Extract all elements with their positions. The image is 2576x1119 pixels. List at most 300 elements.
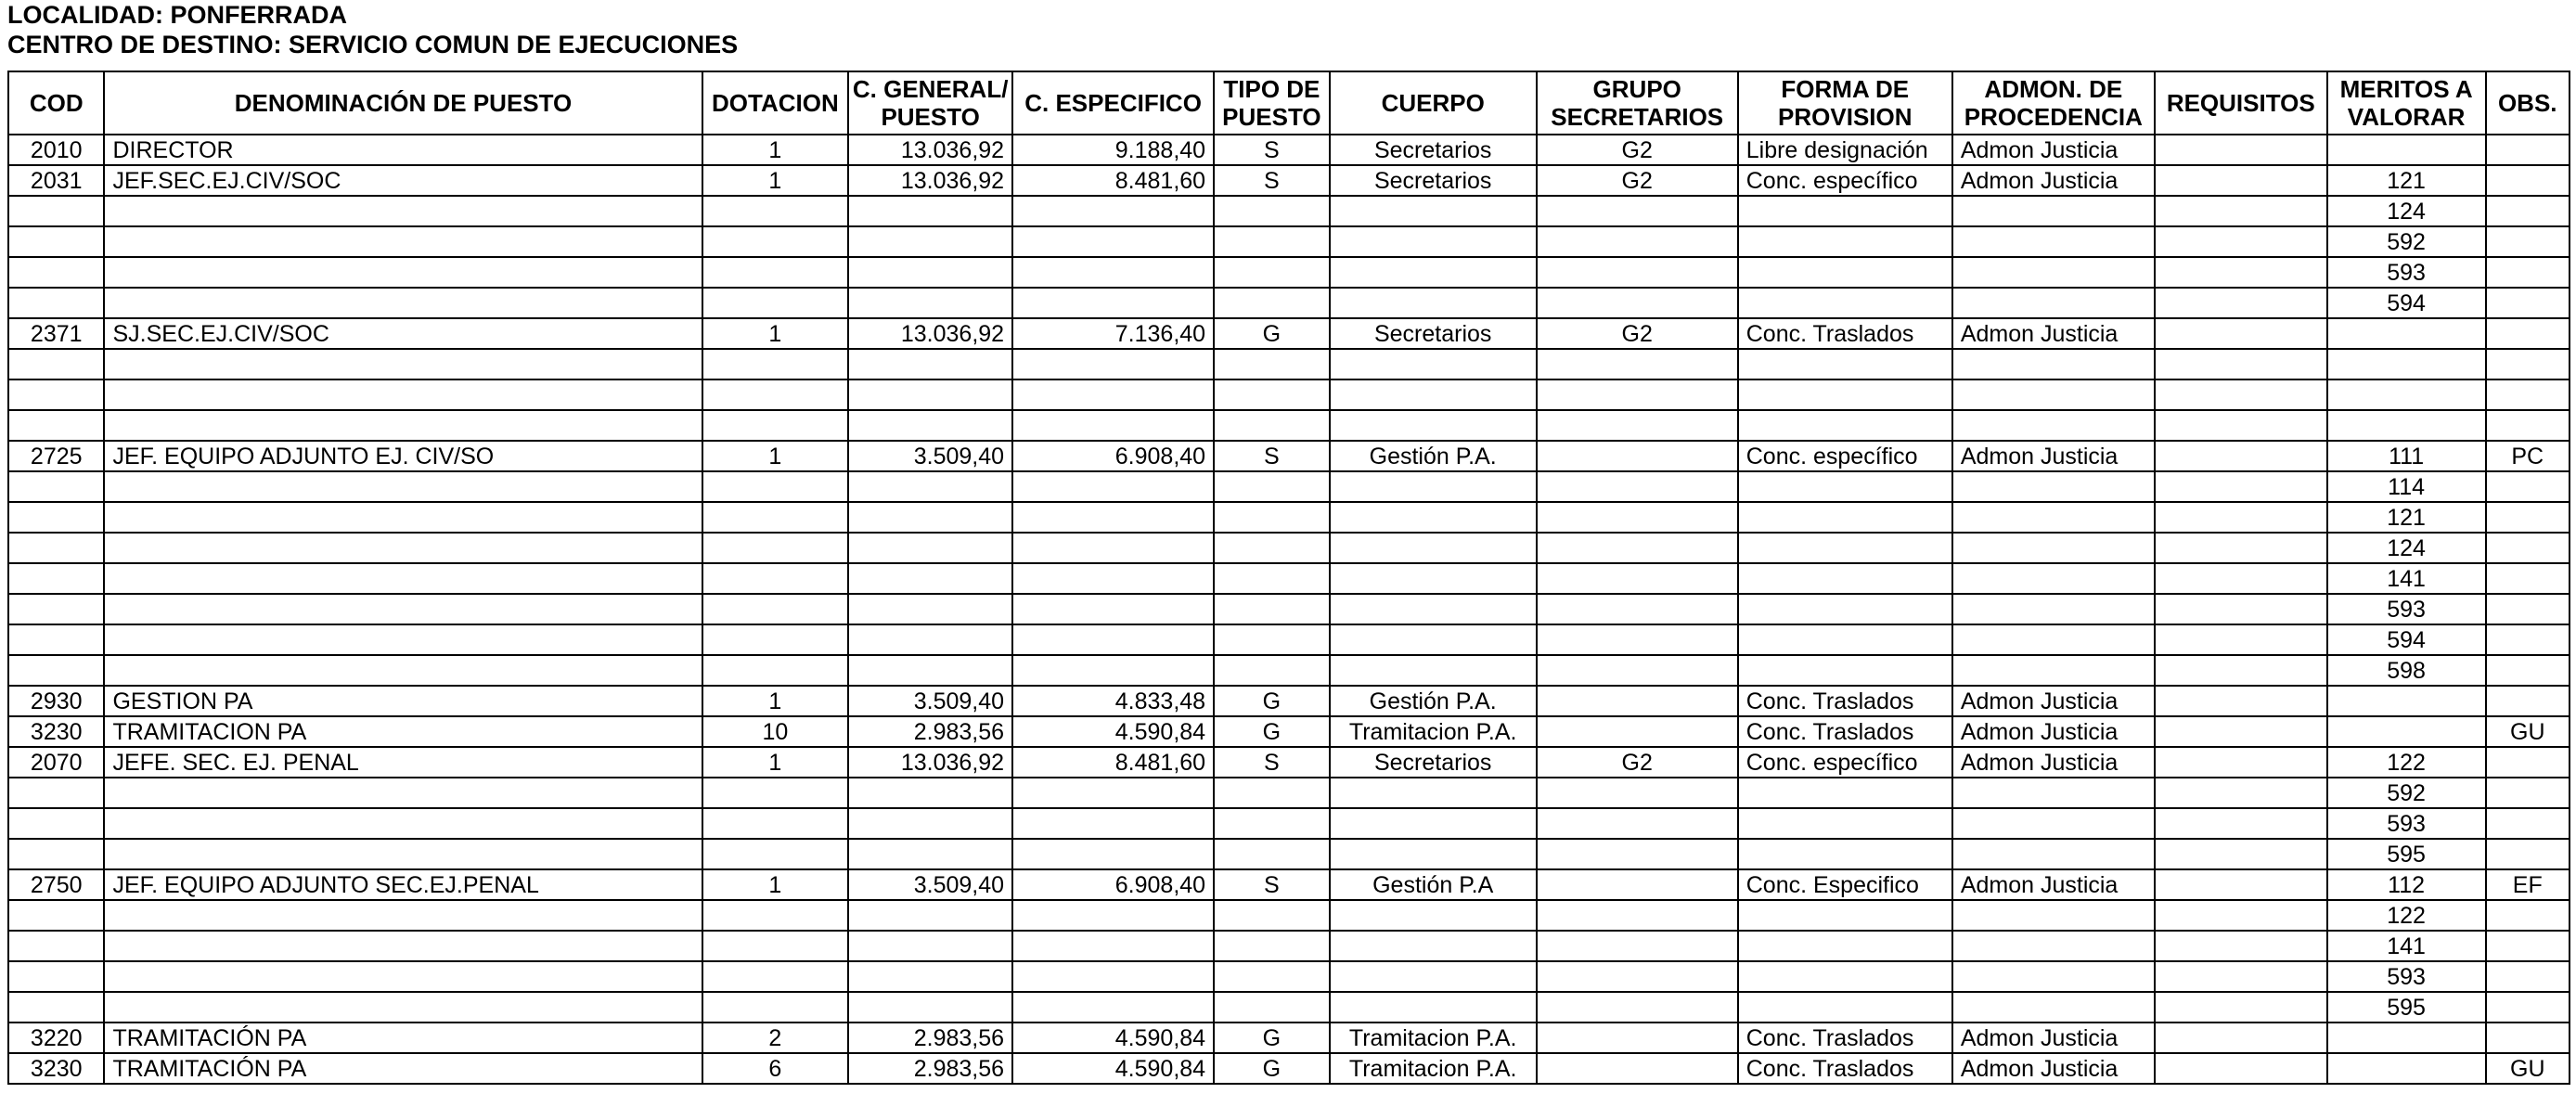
cell-requisitos bbox=[2155, 931, 2327, 961]
cell-c-especifico bbox=[1012, 410, 1214, 441]
cell-cuerpo bbox=[1330, 349, 1537, 379]
cell-meritos: 593 bbox=[2327, 808, 2486, 839]
cell-denominacion bbox=[104, 410, 702, 441]
cell-obs bbox=[2486, 778, 2570, 808]
cell-cuerpo: Gestión P.A. bbox=[1330, 686, 1537, 716]
cell-cuerpo bbox=[1330, 471, 1537, 502]
cell-dotacion bbox=[702, 961, 849, 992]
cell-cod bbox=[8, 992, 104, 1023]
cell-tipo-puesto bbox=[1214, 961, 1330, 992]
cell-cuerpo bbox=[1330, 563, 1537, 594]
cell-requisitos bbox=[2155, 471, 2327, 502]
cell-tipo-puesto bbox=[1214, 931, 1330, 961]
table-row bbox=[8, 1023, 2570, 1053]
cell-admon-procedencia bbox=[1952, 379, 2155, 410]
cell-grupo-secretarios bbox=[1537, 594, 1738, 624]
cell-admon-procedencia: Admon Justicia bbox=[1952, 716, 2155, 747]
cell-cod bbox=[8, 624, 104, 655]
cell-c-general: 2.983,56 bbox=[848, 1053, 1012, 1084]
cell-dotacion bbox=[702, 502, 849, 533]
cell-dotacion bbox=[702, 257, 849, 288]
cell-cod bbox=[8, 594, 104, 624]
cell-tipo-puesto bbox=[1214, 594, 1330, 624]
cell-forma-provision bbox=[1738, 778, 1952, 808]
cell-denominacion bbox=[104, 471, 702, 502]
cell-cod: 2010 bbox=[8, 135, 104, 165]
cell-cod: 2750 bbox=[8, 869, 104, 900]
cell-cod: 2930 bbox=[8, 686, 104, 716]
cell-forma-provision: Conc. Traslados bbox=[1738, 318, 1952, 349]
cell-cod bbox=[8, 502, 104, 533]
cell-dotacion bbox=[702, 992, 849, 1023]
cell-meritos: 112 bbox=[2327, 869, 2486, 900]
cell-obs bbox=[2486, 410, 2570, 441]
cell-cod: 3230 bbox=[8, 716, 104, 747]
cell-cod bbox=[8, 533, 104, 563]
cell-obs: GU bbox=[2486, 716, 2570, 747]
cell-c-especifico bbox=[1012, 533, 1214, 563]
cell-admon-procedencia bbox=[1952, 992, 2155, 1023]
cell-grupo-secretarios bbox=[1537, 900, 1738, 931]
cell-c-especifico bbox=[1012, 502, 1214, 533]
cell-cod bbox=[8, 655, 104, 686]
cell-dotacion bbox=[702, 533, 849, 563]
cell-c-general bbox=[848, 196, 1012, 226]
table-row bbox=[8, 349, 2570, 379]
cell-cuerpo bbox=[1330, 839, 1537, 869]
cell-tipo-puesto: G bbox=[1214, 1023, 1330, 1053]
cell-cuerpo bbox=[1330, 594, 1537, 624]
cell-c-especifico bbox=[1012, 961, 1214, 992]
cell-denominacion bbox=[104, 961, 702, 992]
cell-obs bbox=[2486, 747, 2570, 778]
cell-grupo-secretarios bbox=[1537, 441, 1738, 471]
cell-cuerpo bbox=[1330, 624, 1537, 655]
cell-cuerpo bbox=[1330, 808, 1537, 839]
cell-requisitos bbox=[2155, 563, 2327, 594]
table-row bbox=[8, 379, 2570, 410]
cell-dotacion: 1 bbox=[702, 441, 849, 471]
cell-cuerpo: Tramitacion P.A. bbox=[1330, 716, 1537, 747]
cell-c-general bbox=[848, 257, 1012, 288]
cell-dotacion bbox=[702, 226, 849, 257]
cell-forma-provision bbox=[1738, 900, 1952, 931]
table-row bbox=[8, 165, 2570, 196]
cell-c-especifico bbox=[1012, 655, 1214, 686]
cell-requisitos bbox=[2155, 778, 2327, 808]
cell-forma-provision: Conc. específico bbox=[1738, 747, 1952, 778]
cell-cod bbox=[8, 257, 104, 288]
cell-c-especifico: 6.908,40 bbox=[1012, 869, 1214, 900]
cell-tipo-puesto bbox=[1214, 257, 1330, 288]
cell-c-especifico bbox=[1012, 931, 1214, 961]
table-row bbox=[8, 410, 2570, 441]
cell-tipo-puesto bbox=[1214, 839, 1330, 869]
table-row bbox=[8, 900, 2570, 931]
cell-c-especifico bbox=[1012, 226, 1214, 257]
cell-c-general bbox=[848, 594, 1012, 624]
cell-grupo-secretarios bbox=[1537, 686, 1738, 716]
cell-forma-provision bbox=[1738, 349, 1952, 379]
cell-dotacion bbox=[702, 624, 849, 655]
col-header-c-general: C. GENERAL/ PUESTO bbox=[848, 71, 1012, 135]
cell-tipo-puesto: S bbox=[1214, 747, 1330, 778]
cell-c-general bbox=[848, 961, 1012, 992]
cell-requisitos bbox=[2155, 992, 2327, 1023]
cell-admon-procedencia bbox=[1952, 778, 2155, 808]
cell-dotacion bbox=[702, 379, 849, 410]
cell-meritos: 124 bbox=[2327, 533, 2486, 563]
cell-cuerpo bbox=[1330, 778, 1537, 808]
cell-denominacion bbox=[104, 594, 702, 624]
cell-c-especifico: 4.833,48 bbox=[1012, 686, 1214, 716]
cell-denominacion: DIRECTOR bbox=[104, 135, 702, 165]
cell-tipo-puesto: G bbox=[1214, 716, 1330, 747]
table-row bbox=[8, 869, 2570, 900]
cell-admon-procedencia bbox=[1952, 655, 2155, 686]
cell-meritos: 124 bbox=[2327, 196, 2486, 226]
cell-cuerpo bbox=[1330, 655, 1537, 686]
table-row bbox=[8, 624, 2570, 655]
cell-requisitos bbox=[2155, 1053, 2327, 1084]
cell-grupo-secretarios bbox=[1537, 961, 1738, 992]
cell-grupo-secretarios bbox=[1537, 1023, 1738, 1053]
cell-cuerpo: Secretarios bbox=[1330, 318, 1537, 349]
cell-tipo-puesto: G bbox=[1214, 1053, 1330, 1084]
cell-admon-procedencia: Admon Justicia bbox=[1952, 135, 2155, 165]
cell-grupo-secretarios: G2 bbox=[1537, 165, 1738, 196]
table-row bbox=[8, 196, 2570, 226]
table-row bbox=[8, 288, 2570, 318]
cell-cod bbox=[8, 410, 104, 441]
cell-cuerpo bbox=[1330, 288, 1537, 318]
table-row bbox=[8, 318, 2570, 349]
cell-obs bbox=[2486, 165, 2570, 196]
cell-obs bbox=[2486, 594, 2570, 624]
cell-grupo-secretarios bbox=[1537, 563, 1738, 594]
cell-dotacion: 1 bbox=[702, 686, 849, 716]
cell-obs bbox=[2486, 808, 2570, 839]
cell-c-especifico bbox=[1012, 624, 1214, 655]
cell-c-general: 13.036,92 bbox=[848, 135, 1012, 165]
cell-c-especifico bbox=[1012, 992, 1214, 1023]
cell-c-especifico: 9.188,40 bbox=[1012, 135, 1214, 165]
cell-cuerpo bbox=[1330, 410, 1537, 441]
cell-requisitos bbox=[2155, 441, 2327, 471]
cell-c-especifico bbox=[1012, 778, 1214, 808]
table-row bbox=[8, 471, 2570, 502]
cell-obs bbox=[2486, 471, 2570, 502]
cell-dotacion: 6 bbox=[702, 1053, 849, 1084]
cell-c-general bbox=[848, 839, 1012, 869]
cell-cuerpo: Tramitacion P.A. bbox=[1330, 1023, 1537, 1053]
cell-forma-provision bbox=[1738, 808, 1952, 839]
cell-denominacion bbox=[104, 900, 702, 931]
cell-tipo-puesto bbox=[1214, 992, 1330, 1023]
cell-admon-procedencia: Admon Justicia bbox=[1952, 1023, 2155, 1053]
table-row bbox=[8, 747, 2570, 778]
cell-forma-provision bbox=[1738, 839, 1952, 869]
cell-cod bbox=[8, 471, 104, 502]
cell-c-especifico: 4.590,84 bbox=[1012, 1023, 1214, 1053]
cell-meritos bbox=[2327, 410, 2486, 441]
cell-meritos bbox=[2327, 1023, 2486, 1053]
cell-forma-provision bbox=[1738, 288, 1952, 318]
cell-dotacion: 2 bbox=[702, 1023, 849, 1053]
cell-grupo-secretarios: G2 bbox=[1537, 747, 1738, 778]
cell-dotacion bbox=[702, 655, 849, 686]
cell-cod: 2070 bbox=[8, 747, 104, 778]
cell-c-general: 3.509,40 bbox=[848, 869, 1012, 900]
cell-tipo-puesto: G bbox=[1214, 686, 1330, 716]
table-header-row bbox=[8, 71, 2570, 135]
cell-c-general bbox=[848, 900, 1012, 931]
cell-dotacion: 1 bbox=[702, 318, 849, 349]
cell-forma-provision bbox=[1738, 471, 1952, 502]
cell-tipo-puesto bbox=[1214, 778, 1330, 808]
cell-c-general bbox=[848, 655, 1012, 686]
cell-denominacion: JEF. EQUIPO ADJUNTO EJ. CIV/SO bbox=[104, 441, 702, 471]
cell-grupo-secretarios: G2 bbox=[1537, 318, 1738, 349]
cell-c-general: 2.983,56 bbox=[848, 716, 1012, 747]
cell-dotacion bbox=[702, 196, 849, 226]
cell-grupo-secretarios bbox=[1537, 624, 1738, 655]
cell-meritos bbox=[2327, 379, 2486, 410]
cell-admon-procedencia bbox=[1952, 226, 2155, 257]
cell-cuerpo: Gestión P.A. bbox=[1330, 441, 1537, 471]
cell-tipo-puesto bbox=[1214, 502, 1330, 533]
cell-cuerpo: Secretarios bbox=[1330, 165, 1537, 196]
cell-c-especifico bbox=[1012, 563, 1214, 594]
cell-admon-procedencia bbox=[1952, 410, 2155, 441]
cell-requisitos bbox=[2155, 594, 2327, 624]
cell-c-especifico bbox=[1012, 900, 1214, 931]
cell-tipo-puesto bbox=[1214, 533, 1330, 563]
cell-requisitos bbox=[2155, 1023, 2327, 1053]
cell-grupo-secretarios bbox=[1537, 196, 1738, 226]
cell-forma-provision: Libre designación bbox=[1738, 135, 1952, 165]
cell-meritos: 593 bbox=[2327, 257, 2486, 288]
cell-dotacion bbox=[702, 839, 849, 869]
cell-meritos: 111 bbox=[2327, 441, 2486, 471]
cell-denominacion bbox=[104, 808, 702, 839]
cell-meritos: 595 bbox=[2327, 839, 2486, 869]
cell-cod: 3230 bbox=[8, 1053, 104, 1084]
cell-c-especifico bbox=[1012, 379, 1214, 410]
table-row bbox=[8, 502, 2570, 533]
cell-c-especifico bbox=[1012, 196, 1214, 226]
cell-tipo-puesto: S bbox=[1214, 441, 1330, 471]
table-row bbox=[8, 992, 2570, 1023]
cell-dotacion: 1 bbox=[702, 869, 849, 900]
cell-grupo-secretarios bbox=[1537, 839, 1738, 869]
cell-dotacion: 1 bbox=[702, 747, 849, 778]
table-row bbox=[8, 135, 2570, 165]
cell-c-general: 3.509,40 bbox=[848, 441, 1012, 471]
col-header-obs: OBS. bbox=[2486, 71, 2570, 135]
cell-admon-procedencia bbox=[1952, 502, 2155, 533]
cell-cod bbox=[8, 808, 104, 839]
cell-c-general bbox=[848, 563, 1012, 594]
cell-forma-provision: Conc. Traslados bbox=[1738, 1023, 1952, 1053]
cell-dotacion bbox=[702, 288, 849, 318]
cell-dotacion: 10 bbox=[702, 716, 849, 747]
cell-obs bbox=[2486, 839, 2570, 869]
col-header-grupo-secretarios: GRUPO SECRETARIOS bbox=[1537, 71, 1738, 135]
table-row bbox=[8, 808, 2570, 839]
table-body bbox=[8, 135, 2570, 1084]
cell-requisitos bbox=[2155, 318, 2327, 349]
cell-requisitos bbox=[2155, 502, 2327, 533]
cell-requisitos bbox=[2155, 624, 2327, 655]
cell-c-general bbox=[848, 471, 1012, 502]
cell-forma-provision: Conc. Especifico bbox=[1738, 869, 1952, 900]
cell-forma-provision bbox=[1738, 410, 1952, 441]
cell-denominacion bbox=[104, 839, 702, 869]
cell-tipo-puesto bbox=[1214, 624, 1330, 655]
col-header-denominacion: DENOMINACIÓN DE PUESTO bbox=[104, 71, 702, 135]
cell-tipo-puesto bbox=[1214, 349, 1330, 379]
cell-c-general bbox=[848, 410, 1012, 441]
cell-dotacion bbox=[702, 410, 849, 441]
cell-cod bbox=[8, 379, 104, 410]
cell-requisitos bbox=[2155, 226, 2327, 257]
cell-requisitos bbox=[2155, 410, 2327, 441]
cell-requisitos bbox=[2155, 716, 2327, 747]
col-header-forma-provision: FORMA DE PROVISION bbox=[1738, 71, 1952, 135]
cell-requisitos bbox=[2155, 288, 2327, 318]
cell-tipo-puesto bbox=[1214, 379, 1330, 410]
cell-c-general bbox=[848, 502, 1012, 533]
cell-admon-procedencia bbox=[1952, 288, 2155, 318]
cell-c-general: 13.036,92 bbox=[848, 318, 1012, 349]
cell-requisitos bbox=[2155, 686, 2327, 716]
cell-obs: GU bbox=[2486, 1053, 2570, 1084]
cell-c-general bbox=[848, 226, 1012, 257]
table-row bbox=[8, 257, 2570, 288]
cell-tipo-puesto bbox=[1214, 288, 1330, 318]
cell-grupo-secretarios bbox=[1537, 349, 1738, 379]
cell-grupo-secretarios bbox=[1537, 410, 1738, 441]
cell-requisitos bbox=[2155, 379, 2327, 410]
cell-forma-provision bbox=[1738, 533, 1952, 563]
cell-cod bbox=[8, 900, 104, 931]
cell-meritos: 593 bbox=[2327, 594, 2486, 624]
cell-grupo-secretarios bbox=[1537, 992, 1738, 1023]
cell-requisitos bbox=[2155, 165, 2327, 196]
cell-c-especifico bbox=[1012, 594, 1214, 624]
table-row bbox=[8, 931, 2570, 961]
cell-c-especifico: 7.136,40 bbox=[1012, 318, 1214, 349]
cell-cuerpo bbox=[1330, 257, 1537, 288]
cell-c-especifico: 8.481,60 bbox=[1012, 165, 1214, 196]
cell-requisitos bbox=[2155, 869, 2327, 900]
cell-denominacion: TRAMITACION PA bbox=[104, 716, 702, 747]
cell-dotacion bbox=[702, 563, 849, 594]
cell-tipo-puesto bbox=[1214, 563, 1330, 594]
table-row bbox=[8, 686, 2570, 716]
cell-admon-procedencia bbox=[1952, 533, 2155, 563]
cell-tipo-puesto: S bbox=[1214, 135, 1330, 165]
cell-obs bbox=[2486, 686, 2570, 716]
cell-requisitos bbox=[2155, 257, 2327, 288]
cell-obs bbox=[2486, 257, 2570, 288]
cell-meritos: 592 bbox=[2327, 778, 2486, 808]
cell-denominacion: JEF. EQUIPO ADJUNTO SEC.EJ.PENAL bbox=[104, 869, 702, 900]
cell-obs bbox=[2486, 624, 2570, 655]
cell-forma-provision: Conc. Traslados bbox=[1738, 1053, 1952, 1084]
cell-requisitos bbox=[2155, 533, 2327, 563]
cell-meritos: 122 bbox=[2327, 747, 2486, 778]
cell-cod bbox=[8, 288, 104, 318]
cell-cod bbox=[8, 778, 104, 808]
table-row bbox=[8, 594, 2570, 624]
cell-dotacion bbox=[702, 808, 849, 839]
cell-denominacion bbox=[104, 196, 702, 226]
cell-denominacion bbox=[104, 655, 702, 686]
cell-obs bbox=[2486, 1023, 2570, 1053]
cell-c-general: 13.036,92 bbox=[848, 165, 1012, 196]
cell-c-general bbox=[848, 808, 1012, 839]
cell-grupo-secretarios bbox=[1537, 471, 1738, 502]
cell-obs bbox=[2486, 196, 2570, 226]
cell-dotacion bbox=[702, 931, 849, 961]
cell-forma-provision: Conc. específico bbox=[1738, 441, 1952, 471]
cell-admon-procedencia bbox=[1952, 349, 2155, 379]
cell-dotacion: 1 bbox=[702, 135, 849, 165]
cell-obs bbox=[2486, 563, 2570, 594]
cell-cod bbox=[8, 349, 104, 379]
cell-tipo-puesto bbox=[1214, 410, 1330, 441]
cell-denominacion bbox=[104, 992, 702, 1023]
centro-destino-heading: CENTRO DE DESTINO: SERVICIO COMUN DE EJECUCIONES bbox=[7, 31, 739, 58]
cell-admon-procedencia bbox=[1952, 931, 2155, 961]
cell-dotacion bbox=[702, 594, 849, 624]
cell-obs bbox=[2486, 318, 2570, 349]
cell-cuerpo bbox=[1330, 900, 1537, 931]
cell-admon-procedencia bbox=[1952, 471, 2155, 502]
cell-admon-procedencia: Admon Justicia bbox=[1952, 686, 2155, 716]
cell-forma-provision bbox=[1738, 226, 1952, 257]
cell-admon-procedencia bbox=[1952, 563, 2155, 594]
cell-c-general bbox=[848, 379, 1012, 410]
cell-meritos bbox=[2327, 716, 2486, 747]
cell-requisitos bbox=[2155, 135, 2327, 165]
cell-admon-procedencia: Admon Justicia bbox=[1952, 318, 2155, 349]
cell-meritos: 122 bbox=[2327, 900, 2486, 931]
cell-c-general bbox=[848, 624, 1012, 655]
cell-grupo-secretarios bbox=[1537, 655, 1738, 686]
cell-tipo-puesto bbox=[1214, 196, 1330, 226]
puestos-table bbox=[7, 71, 2570, 1085]
cell-tipo-puesto bbox=[1214, 655, 1330, 686]
cell-c-especifico bbox=[1012, 288, 1214, 318]
col-header-dotacion: DOTACION bbox=[702, 71, 849, 135]
cell-cuerpo bbox=[1330, 379, 1537, 410]
cell-grupo-secretarios bbox=[1537, 1053, 1738, 1084]
cell-cod: 2031 bbox=[8, 165, 104, 196]
cell-obs: PC bbox=[2486, 441, 2570, 471]
cell-cuerpo: Secretarios bbox=[1330, 747, 1537, 778]
cell-forma-provision bbox=[1738, 379, 1952, 410]
cell-dotacion: 1 bbox=[702, 165, 849, 196]
cell-obs bbox=[2486, 900, 2570, 931]
cell-cod bbox=[8, 226, 104, 257]
cell-cod bbox=[8, 931, 104, 961]
cell-tipo-puesto: G bbox=[1214, 318, 1330, 349]
cell-meritos: 121 bbox=[2327, 165, 2486, 196]
col-header-c-especifico: C. ESPECIFICO bbox=[1012, 71, 1214, 135]
